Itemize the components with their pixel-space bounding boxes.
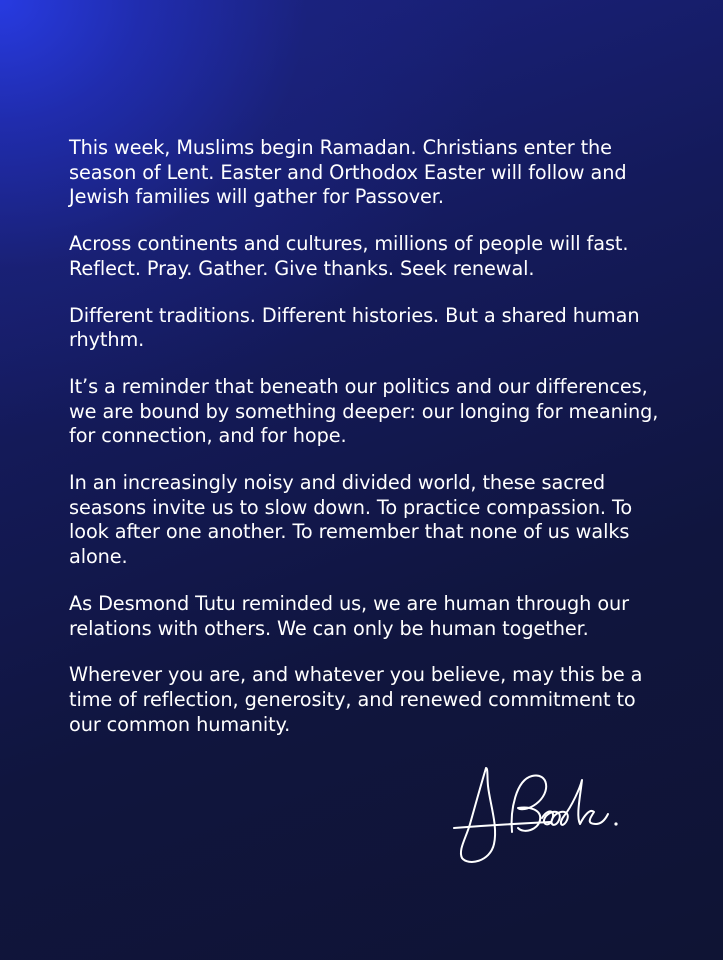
paragraph-desmond-tutu: As Desmond Tutu reminded us, we are human through our relations with others. We can only be human together. — [69, 591, 629, 640]
paragraph-shared-rhythm: Different traditions. Different histories. But a shared human rhythm. — [69, 303, 640, 352]
paragraph-fasting: Across continents and cultures, millions of people will fast. Reflect. Pray. Gather. Give thanks. Seek renewal. — [69, 232, 629, 280]
paragraph-divided-world: In an increasingly noisy and divided world, these sacred seasons invite us to slow down. To practice compassion. To look after one another. To remember that none of us walks alone. — [69, 471, 633, 569]
paragraph-ramadan-lent: This week, Muslims begin Ramadan. Christians enter the season of Lent. Easter and Orthodox Easter will follow and Jewish families will gather for Passover. — [69, 136, 627, 209]
statement-body — [69, 136, 669, 759]
paragraph-deeper-bond: It’s a reminder that beneath our politics and our differences, we are bound by something deeper: our longing for meaning, for connection, and for hope. — [69, 374, 659, 448]
paragraph-closing-wish: Wherever you are, and whatever you believe, may this be a time of reflection, generosity, and renewed commitment to our common humanity. — [69, 663, 643, 736]
handwritten-signature — [440, 758, 640, 870]
